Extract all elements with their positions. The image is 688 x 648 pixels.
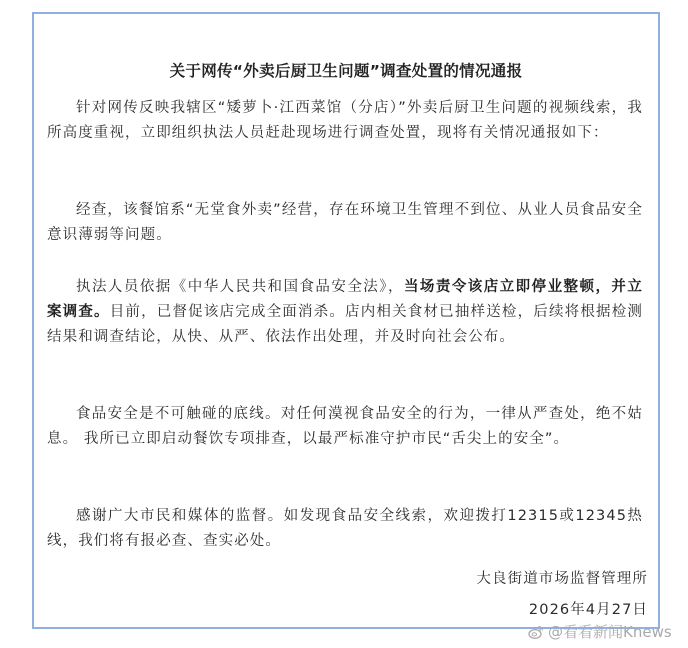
notice-title: 关于网传“外卖后厨卫生问题”调查处置的情况通报: [169, 62, 523, 80]
watermark: [528, 621, 672, 642]
notice-frame: [32, 12, 660, 629]
signature-organization: 大良街道市场监督管理所: [476, 571, 648, 587]
paragraph-thanks: 感谢广大市民和媒体的监督。如发现食品安全线索，欢迎拨打12315或12345热线，我们将有报必查、查实必处。: [47, 508, 643, 549]
enforcement-text-before: 执法人员依据《中华人民共和国食品安全法》，: [76, 279, 404, 295]
signature-date: 2026年4月27日: [528, 602, 648, 618]
paragraph-safety-statement: 食品安全是不可触碰的底线。对任何漠视食品安全的行为，一律从严查处，绝不姑息。 我所已立即启动餐饮专项排查，以最严标准守护市民“舌尖上的安全”。: [47, 406, 643, 447]
watermark-text: @看看新闻Knews: [548, 623, 672, 641]
enforcement-text-after: 目前，已督促该店完成全面消杀。店内相关食材已抽样送检，后续将根据检测结果和调查结论，从快、从严、依法作出处理，并及时向社会公布。: [47, 304, 643, 345]
paragraph-findings: 经查，该餐馆系“无堂食外卖”经营，存在环境卫生管理不到位、从业人员食品安全意识薄弱等问题。: [47, 202, 643, 243]
paragraph-intro: 针对网传反映我辖区“矮萝卜·江西菜馆（分店）”外卖后厨卫生问题的视频线索，我所高度重视，立即组织执法人员赶赴现场进行调查处置，现将有关情况通报如下：: [47, 100, 643, 141]
weibo-icon: [528, 624, 544, 640]
enforcement-text-bold: 当场责令该店立即停业整顿，并立案调查。: [47, 279, 643, 320]
paragraph-enforcement: [47, 275, 643, 350]
